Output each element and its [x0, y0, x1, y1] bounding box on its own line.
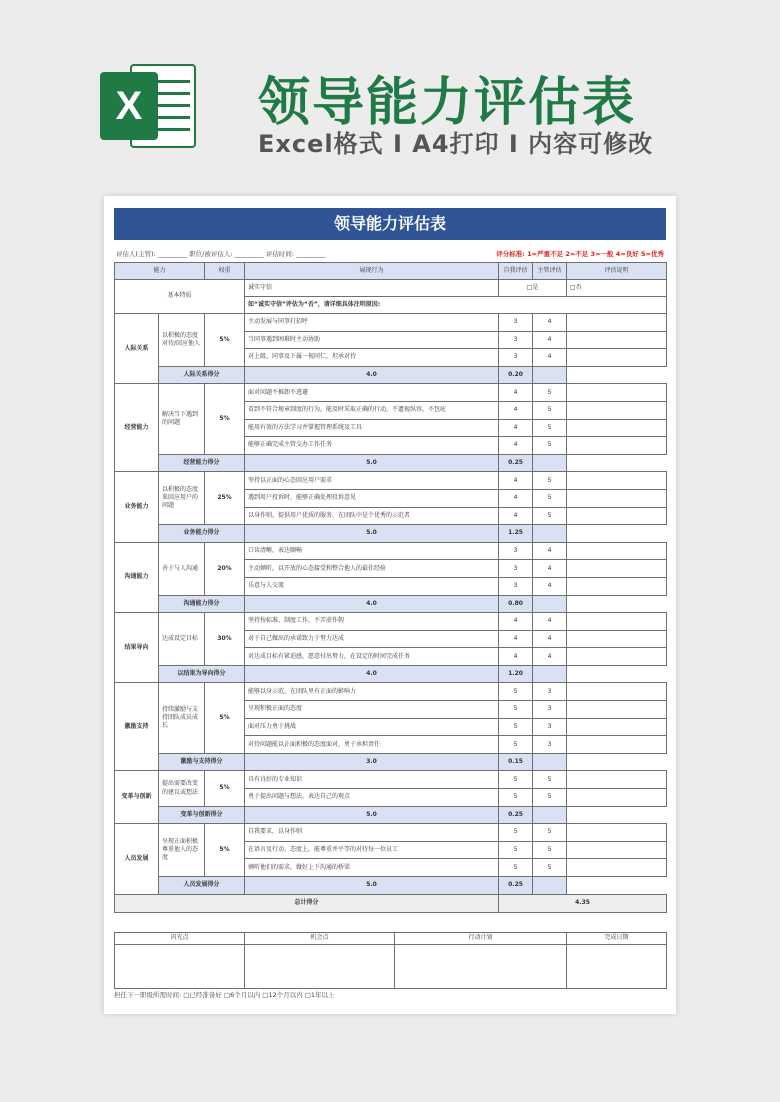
self-score[interactable]: 5 [499, 718, 533, 736]
readiness-footer: 担任下一职级所需时间: □已经准备好 □6个月以内 □12个月以内 □1年以上 [114, 991, 335, 999]
subtotal-label: 沟通能力得分 [159, 595, 245, 613]
self-score[interactable]: 4 [499, 419, 533, 437]
subtotal-weighted: 0.25 [499, 806, 533, 824]
manager-score[interactable]: 5 [533, 489, 567, 507]
behavior-text: 对于自己做出的承诺致力于努力达成 [245, 630, 499, 648]
self-score[interactable]: 3 [499, 349, 533, 367]
subtotal-self: 5.0 [245, 525, 499, 543]
behavior-text: 遇到用户投诉时，能够正确处理投诉意见 [245, 489, 499, 507]
subtotal-label: 人员发展得分 [159, 877, 245, 895]
table-row [115, 472, 667, 490]
score-note[interactable] [567, 472, 667, 490]
manager-score[interactable]: 5 [533, 841, 567, 859]
ability-description: 呈现正面积极尊重他人的态度 [159, 824, 205, 877]
score-note[interactable] [567, 613, 667, 631]
score-note[interactable] [567, 824, 667, 842]
subtotal-weighted: 0.25 [499, 454, 533, 472]
self-score[interactable]: 5 [499, 789, 533, 807]
behavior-text: 乐意与人交流 [245, 577, 499, 595]
ability-name: 沟通能力 [115, 542, 159, 612]
ability-weight: 20% [205, 542, 245, 595]
self-score[interactable]: 5 [499, 841, 533, 859]
score-note[interactable] [567, 718, 667, 736]
development-header-row [115, 933, 667, 945]
behavior-text: 面对压力勇于挑战 [245, 718, 499, 736]
ability-description: 解决当下遇到的问题 [159, 384, 205, 454]
subtotal-label: 以结果为导向得分 [159, 665, 245, 683]
subtotal-note [533, 877, 567, 895]
subtotal-row [115, 454, 667, 472]
self-score[interactable]: 4 [499, 437, 533, 455]
subtotal-self: 4.0 [245, 366, 499, 384]
total-label: 总计得分 [115, 894, 499, 912]
ability-description: 提出需要改变的建议或想法 [159, 771, 205, 806]
subtotal-row [115, 753, 667, 771]
manager-score[interactable]: 5 [533, 419, 567, 437]
table-row [115, 314, 667, 332]
self-score[interactable]: 4 [499, 384, 533, 402]
manager-score[interactable]: 5 [533, 789, 567, 807]
manager-score[interactable]: 5 [533, 401, 567, 419]
score-note[interactable] [567, 331, 667, 349]
table-header-row [115, 263, 667, 280]
subtotal-weighted: 0.25 [499, 877, 533, 895]
manager-score[interactable]: 4 [533, 542, 567, 560]
ability-description: 善于与人沟通 [159, 542, 205, 595]
ability-weight: 5% [205, 384, 245, 454]
score-note[interactable] [567, 859, 667, 877]
behavior-text: 能用有效的方法学习并掌握管理系统及工具 [245, 419, 499, 437]
behavior-text: 面对问题不推卸不逃避 [245, 384, 499, 402]
subtotal-self: 5.0 [245, 806, 499, 824]
manager-score[interactable]: 5 [533, 771, 567, 789]
ability-weight: 25% [205, 472, 245, 525]
subtotal-row [115, 366, 667, 384]
subtotal-self: 4.0 [245, 595, 499, 613]
excel-logo-icon: X [100, 58, 198, 154]
self-score[interactable]: 4 [499, 630, 533, 648]
opportunities-field[interactable] [245, 945, 395, 989]
score-note[interactable] [567, 489, 667, 507]
total-value: 4.35 [499, 894, 667, 912]
development-entry-row [115, 945, 667, 989]
subtotal-note [533, 595, 567, 613]
manager-score[interactable]: 4 [533, 331, 567, 349]
ability-name: 业务能力 [115, 472, 159, 542]
subtotal-label: 变革与创新得分 [159, 806, 245, 824]
basic-no-checkbox[interactable]: □否 [567, 280, 667, 297]
behavior-text: 能够正确完成主管交办工作任务 [245, 437, 499, 455]
subtotal-note [533, 525, 567, 543]
score-note[interactable] [567, 384, 667, 402]
banner-title: 领导能力评估表 [258, 73, 637, 133]
evaluation-sheet [104, 196, 676, 1014]
behavior-text: 倾听他们的需求，做好上下沟通的桥梁 [245, 859, 499, 877]
table-row [115, 613, 667, 631]
header-notes: 评估说明 [567, 263, 667, 280]
self-score[interactable]: 4 [499, 401, 533, 419]
header-ability: 能力 [115, 263, 205, 280]
manager-score[interactable]: 5 [533, 384, 567, 402]
behavior-text: 坚持以正面的心态回应用户需求 [245, 472, 499, 490]
self-score[interactable]: 3 [499, 314, 533, 332]
sheet-title: 领导能力评估表 [114, 208, 666, 240]
score-note[interactable] [567, 577, 667, 595]
subtotal-note [533, 806, 567, 824]
meta-fields: 评估人(主管): _________ 职位/被评估人: _________ 评估时间: _________ [116, 250, 326, 258]
score-note[interactable] [567, 401, 667, 419]
self-score[interactable]: 5 [499, 736, 533, 754]
score-note[interactable] [567, 841, 667, 859]
subtotal-row [115, 806, 667, 824]
ability-description: 以积极的态度来回应用户的问题 [159, 472, 205, 525]
ability-description: 持续激励与支持团队成员成长 [159, 683, 205, 753]
development-table [114, 932, 667, 989]
self-score[interactable]: 5 [499, 771, 533, 789]
manager-score[interactable]: 3 [533, 683, 567, 701]
ability-weight: 5% [205, 314, 245, 367]
sheet-meta [114, 246, 666, 260]
basic-honesty: 诚实守信 [245, 280, 499, 297]
behavior-text: 主动倾听，以开放的心态接受和整合他人的最佳经验 [245, 560, 499, 578]
score-note[interactable] [567, 789, 667, 807]
highlights-field[interactable] [115, 945, 245, 989]
self-score[interactable]: 4 [499, 648, 533, 666]
table-row [115, 542, 667, 560]
manager-score[interactable]: 5 [533, 859, 567, 877]
self-score[interactable]: 4 [499, 472, 533, 490]
ability-name: 经营能力 [115, 384, 159, 472]
subtotal-weighted: 0.20 [499, 366, 533, 384]
self-score[interactable]: 5 [499, 701, 533, 719]
self-score[interactable]: 3 [499, 542, 533, 560]
score-note[interactable] [567, 437, 667, 455]
behavior-text: 对达成目标有紧迫感，愿意付出努力，在设定的时间完成任务 [245, 648, 499, 666]
header-action-plan: 行动计划 [395, 933, 567, 945]
subtotal-self: 3.0 [245, 753, 499, 771]
subtotal-row [115, 595, 667, 613]
subtotal-label: 业务能力得分 [159, 525, 245, 543]
header-weight: 权重 [205, 263, 245, 280]
table-row [115, 824, 667, 842]
ability-weight: 30% [205, 613, 245, 666]
behavior-text: 主动发展与同事打招呼 [245, 314, 499, 332]
behavior-text: 具有良好的专业知识 [245, 771, 499, 789]
ability-description: 达成设定目标 [159, 613, 205, 666]
behavior-text: 呈现积极正面的态度 [245, 701, 499, 719]
manager-score[interactable]: 5 [533, 437, 567, 455]
score-note[interactable] [567, 701, 667, 719]
ability-weight: 5% [205, 683, 245, 753]
ability-name: 结果导向 [115, 613, 159, 683]
basic-reason-note: 如“诚实守信”评估为“否”，请详细具体注明原因: [245, 297, 667, 314]
due-date-field[interactable] [567, 945, 667, 989]
manager-score[interactable]: 3 [533, 718, 567, 736]
evaluation-table [114, 262, 667, 913]
subtotal-label: 人际关系得分 [159, 366, 245, 384]
subtotal-self: 5.0 [245, 877, 499, 895]
subtotal-self: 5.0 [245, 454, 499, 472]
manager-score[interactable]: 3 [533, 736, 567, 754]
behavior-text: 勇于提出问题与想法，表达自己的观点 [245, 789, 499, 807]
behavior-text: 以身作则，提供用户优质的服务，在团队中是个优秀的示范者 [245, 507, 499, 525]
header-manager: 主管评估 [533, 263, 567, 280]
table-row [115, 771, 667, 789]
self-score[interactable]: 3 [499, 560, 533, 578]
table-row [115, 384, 667, 402]
self-score[interactable]: 4 [499, 613, 533, 631]
score-note[interactable] [567, 648, 667, 666]
manager-score[interactable]: 4 [533, 613, 567, 631]
subtotal-note [533, 753, 567, 771]
subtotal-weighted: 1.20 [499, 665, 533, 683]
subtotal-row [115, 877, 667, 895]
manager-score[interactable]: 4 [533, 349, 567, 367]
subtotal-weighted: 0.15 [499, 753, 533, 771]
ability-weight: 5% [205, 824, 245, 877]
self-score[interactable]: 5 [499, 824, 533, 842]
subtotal-weighted: 0.80 [499, 595, 533, 613]
table-row [115, 683, 667, 701]
manager-score[interactable]: 3 [533, 701, 567, 719]
self-score[interactable]: 4 [499, 489, 533, 507]
manager-score[interactable]: 4 [533, 630, 567, 648]
subtotal-weighted: 1.25 [499, 525, 533, 543]
behavior-text: 坚持按标准、制度工作，不弄虚作假 [245, 613, 499, 631]
score-note[interactable] [567, 349, 667, 367]
behavior-text: 当同事遇到困难时主动协助 [245, 331, 499, 349]
header-highlights: 闪光点 [115, 933, 245, 945]
behavior-text: 口齿清晰，表达顺畅 [245, 542, 499, 560]
score-note[interactable] [567, 314, 667, 332]
subtotal-note [533, 454, 567, 472]
header-behavior: 展现行为 [245, 263, 499, 280]
score-note[interactable] [567, 736, 667, 754]
self-score[interactable]: 3 [499, 577, 533, 595]
basic-yes-checkbox[interactable]: □是 [499, 280, 567, 297]
self-score[interactable]: 3 [499, 331, 533, 349]
behavior-text: 对上级、同事及下属一视同仁，坦承对待 [245, 349, 499, 367]
total-row [115, 894, 667, 912]
manager-score[interactable]: 5 [533, 472, 567, 490]
score-note[interactable] [567, 542, 667, 560]
subtotal-self: 4.0 [245, 665, 499, 683]
action-plan-field[interactable] [395, 945, 567, 989]
ability-name: 变革与创新 [115, 771, 159, 824]
self-score[interactable]: 5 [499, 859, 533, 877]
ability-name: 激励支持 [115, 683, 159, 771]
manager-score[interactable]: 4 [533, 648, 567, 666]
self-score[interactable]: 5 [499, 683, 533, 701]
ability-weight: 5% [205, 771, 245, 806]
ability-name: 人际关系 [115, 314, 159, 384]
subtotal-note [533, 366, 567, 384]
score-legend: 评分标准: 1=严重不足 2=不足 3=一般 4=良好 5=优秀 [496, 250, 664, 258]
subtotal-row [115, 525, 667, 543]
subtotal-label: 激励与支持得分 [159, 753, 245, 771]
score-note[interactable] [567, 419, 667, 437]
score-note[interactable] [567, 507, 667, 525]
subtotal-row [115, 665, 667, 683]
manager-score[interactable]: 4 [533, 314, 567, 332]
ability-description: 以积极的态度对待/回应他人 [159, 314, 205, 367]
score-note[interactable] [567, 630, 667, 648]
score-note[interactable] [567, 771, 667, 789]
behavior-text: 对待问题能以正面积极的态度面对，勇于承担责任 [245, 736, 499, 754]
manager-score[interactable]: 5 [533, 824, 567, 842]
self-score[interactable]: 4 [499, 507, 533, 525]
basic-label: 基本特质 [115, 280, 245, 314]
manager-score[interactable]: 4 [533, 577, 567, 595]
promo-banner [0, 0, 780, 180]
subtotal-note [533, 665, 567, 683]
subtotal-label: 经营能力得分 [159, 454, 245, 472]
manager-score[interactable]: 4 [533, 560, 567, 578]
header-self: 自我评估 [499, 263, 533, 280]
header-opportunities: 机会点 [245, 933, 395, 945]
header-due-date: 完成日期 [567, 933, 667, 945]
score-note[interactable] [567, 683, 667, 701]
basic-row-1 [115, 280, 667, 297]
behavior-text: 能够以身示范，在团队里有正面的影响力 [245, 683, 499, 701]
ability-name: 人员发展 [115, 824, 159, 894]
behavior-text: 看到不符合规章制度的行为，能及时采取正确的行动，不遗视纵容，不包庇 [245, 401, 499, 419]
behavior-text: 自我要求，以身作则 [245, 824, 499, 842]
score-note[interactable] [567, 560, 667, 578]
banner-subtitle: Excel格式 I A4打印 I 内容可修改 [258, 130, 654, 158]
behavior-text: 在语言及行动、态度上，能尊重并平等的对待每一位员工 [245, 841, 499, 859]
manager-score[interactable]: 5 [533, 507, 567, 525]
